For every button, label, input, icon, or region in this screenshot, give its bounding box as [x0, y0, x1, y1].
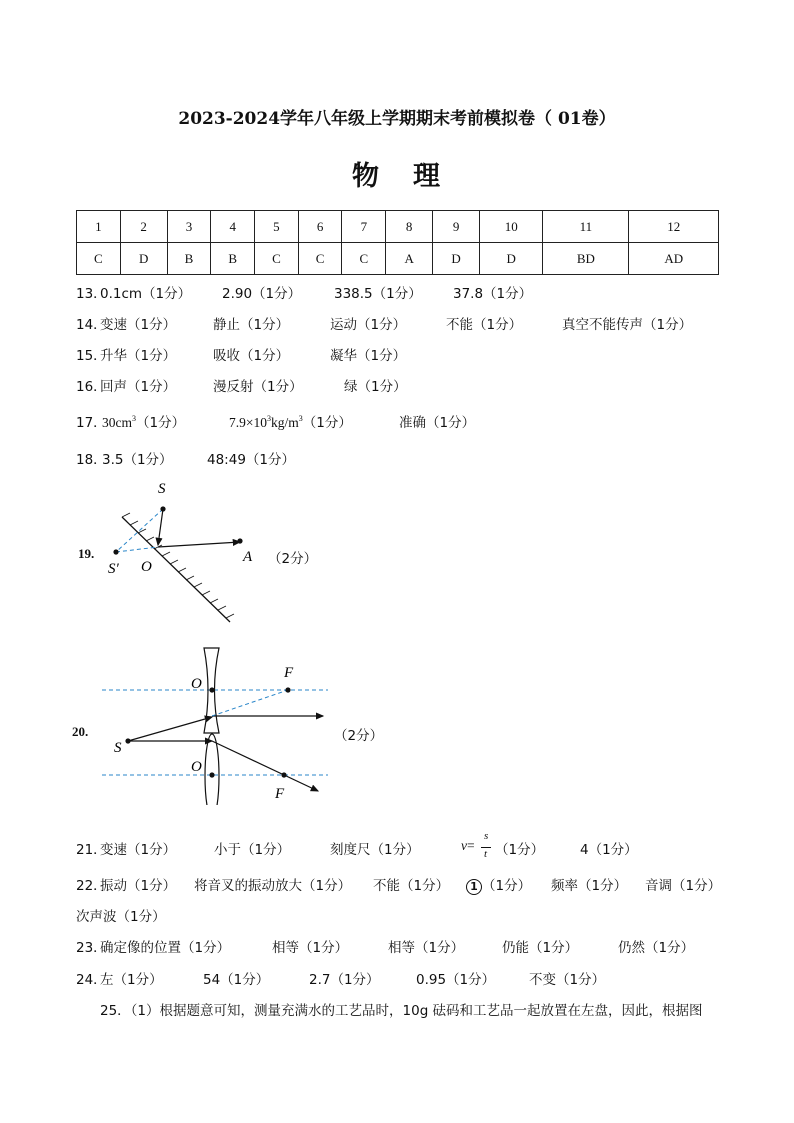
formula [461, 838, 475, 854]
table-cell: C [342, 243, 386, 275]
circled-number: 1 [466, 879, 482, 895]
construction-line [116, 509, 163, 552]
label-S-prime: S′ [108, 561, 119, 577]
answer-score: （1分） [482, 878, 532, 894]
answer-item: 准确（1分） [399, 415, 476, 431]
table-cell: 12 [629, 211, 719, 243]
answer-item: 振动（1分） [100, 878, 177, 894]
page-title: 2023-2024学年八年级上学期期末考前模拟卷（ 01卷） [178, 109, 616, 129]
label-O: O [191, 676, 202, 692]
answer-item: 刻度尺（1分） [330, 842, 420, 858]
question-number-row [77, 211, 719, 243]
question-score: （2分） [334, 728, 384, 744]
answer-item [229, 411, 352, 431]
superscript: 3 [298, 414, 303, 423]
point-source [125, 738, 130, 743]
answer-item: 0.95（1分） [416, 972, 496, 988]
answer-item: 小于（1分） [214, 842, 291, 858]
refracted-ray [212, 741, 318, 791]
question-label: 22． [76, 878, 107, 894]
table-cell: 5 [255, 211, 299, 243]
label-S: S [114, 740, 122, 756]
answer-item: 相等（1分） [272, 940, 349, 956]
formula-numerator: s [484, 830, 489, 842]
answer-item: 变速（1分） [100, 842, 177, 858]
table-cell: C [255, 243, 299, 275]
answer-value: 7.9×10 [229, 415, 267, 430]
superscript: 3 [132, 414, 136, 423]
answer-row [77, 243, 719, 275]
focal-point [281, 772, 286, 777]
formula-symbol: = [467, 838, 475, 853]
answer-item: 338.5（1分） [334, 286, 422, 302]
table-cell: 1 [77, 211, 121, 243]
label-S: S [158, 481, 166, 497]
answer-item [466, 874, 531, 895]
question-label: 24． [76, 972, 107, 988]
incident-ray [128, 717, 212, 741]
label-F: F [284, 665, 294, 681]
question-label: 21． [76, 842, 107, 858]
formula-symbol: v [461, 838, 467, 853]
answer-item: 48:49（1分） [207, 452, 295, 468]
table-cell: 10 [480, 211, 543, 243]
table-cell: 9 [433, 211, 480, 243]
focal-point [285, 687, 290, 692]
answer-item: 37.8（1分） [453, 286, 533, 302]
answer-item: 相等（1分） [388, 940, 465, 956]
answer-item: 次声波（1分） [76, 909, 166, 925]
answer-item: 将音叉的振动放大（1分） [194, 878, 352, 894]
formula-denominator: t [484, 848, 488, 860]
subject-heading [0, 154, 794, 193]
answer-item: 确定像的位置（1分） [100, 940, 231, 956]
superscript: 3 [267, 414, 271, 423]
table-cell: 3 [167, 211, 211, 243]
answer-item: 仍能（1分） [502, 940, 579, 956]
answer-item: 4（1分） [580, 842, 638, 858]
question-label: 20. [72, 724, 89, 739]
answer-item: 频率（1分） [551, 878, 628, 894]
answer-score: （1分） [495, 842, 545, 858]
question-label: 15． [76, 348, 107, 364]
question-label: 16． [76, 379, 107, 395]
answer-item [102, 411, 185, 431]
answer-item: 回声（1分） [100, 379, 177, 395]
table-cell: 11 [543, 211, 629, 243]
table-cell: 4 [211, 211, 255, 243]
table-cell: AD [629, 243, 719, 275]
question-label: 17． [76, 415, 107, 431]
subject-char: 物 [352, 161, 381, 192]
answer-paragraph: 25．（1）根据题意可知，测量充满水的工艺品时，10g 砝码和工艺品一起放置在左盘，因此，根据图 [100, 1003, 703, 1019]
answer-item: 绿（1分） [344, 379, 407, 395]
table-cell: 8 [386, 211, 433, 243]
table-cell: D [480, 243, 543, 275]
answer-item: 不变（1分） [529, 972, 606, 988]
answer-item: 运动（1分） [330, 317, 407, 333]
answer-item: 不能（1分） [373, 878, 450, 894]
table-cell: C [298, 243, 342, 275]
label-F: F [275, 786, 285, 802]
answer-item: 凝华（1分） [330, 348, 407, 364]
answer-item: 静止（1分） [213, 317, 290, 333]
answer-item: 变速（1分） [100, 317, 177, 333]
optical-center [209, 772, 214, 777]
table-cell: A [386, 243, 433, 275]
reflected-ray [158, 542, 240, 547]
mirror-hatching [122, 513, 234, 618]
answer-item: 54（1分） [203, 972, 270, 988]
table-cell: B [211, 243, 255, 275]
answer-item: 真空不能传声（1分） [562, 317, 693, 333]
question-label: 18． [76, 452, 107, 468]
point-source [160, 506, 165, 511]
answer-item: 3.5（1分） [102, 452, 173, 468]
answer-item: 左（1分） [100, 972, 163, 988]
answer-item: 2.7（1分） [309, 972, 380, 988]
answer-item: 0.1cm（1分） [100, 286, 192, 302]
incident-ray [158, 509, 163, 545]
table-cell: 2 [120, 211, 167, 243]
question-score: （2分） [268, 551, 318, 567]
answer-item: 仍然（1分） [618, 940, 695, 956]
answer-table [76, 210, 719, 275]
table-cell: C [77, 243, 121, 275]
label-O: O [191, 759, 202, 775]
subject-char: 理 [413, 161, 442, 192]
answer-unit: kg/m [271, 415, 299, 430]
table-cell: BD [543, 243, 629, 275]
label-A: A [243, 549, 253, 565]
answer-item: 吸收（1分） [213, 348, 290, 364]
lens-diagram [98, 645, 338, 805]
answer-item: 不能（1分） [446, 317, 523, 333]
construction-line [116, 547, 158, 552]
question-label: 19. [78, 546, 95, 561]
optical-center [209, 687, 214, 692]
answer-score: （1分） [302, 415, 352, 431]
table-cell: 7 [342, 211, 386, 243]
table-cell: 6 [298, 211, 342, 243]
image-point [113, 549, 118, 554]
construction-line [212, 690, 288, 716]
convex-lens [205, 734, 219, 805]
answer-item: 升华（1分） [100, 348, 177, 364]
answer-value: 30cm [102, 415, 132, 430]
answer-item: 2.90（1分） [222, 286, 302, 302]
answer-item: 漫反射（1分） [213, 379, 303, 395]
table-cell: D [433, 243, 480, 275]
answer-score: （1分） [136, 415, 186, 431]
question-label: 23． [76, 940, 107, 956]
answer-item: 音调（1分） [645, 878, 722, 894]
label-O: O [141, 559, 152, 575]
table-cell: B [167, 243, 211, 275]
question-label: 13． [76, 286, 107, 302]
point-A [237, 538, 242, 543]
question-label: 14． [76, 317, 107, 333]
table-cell: D [120, 243, 167, 275]
